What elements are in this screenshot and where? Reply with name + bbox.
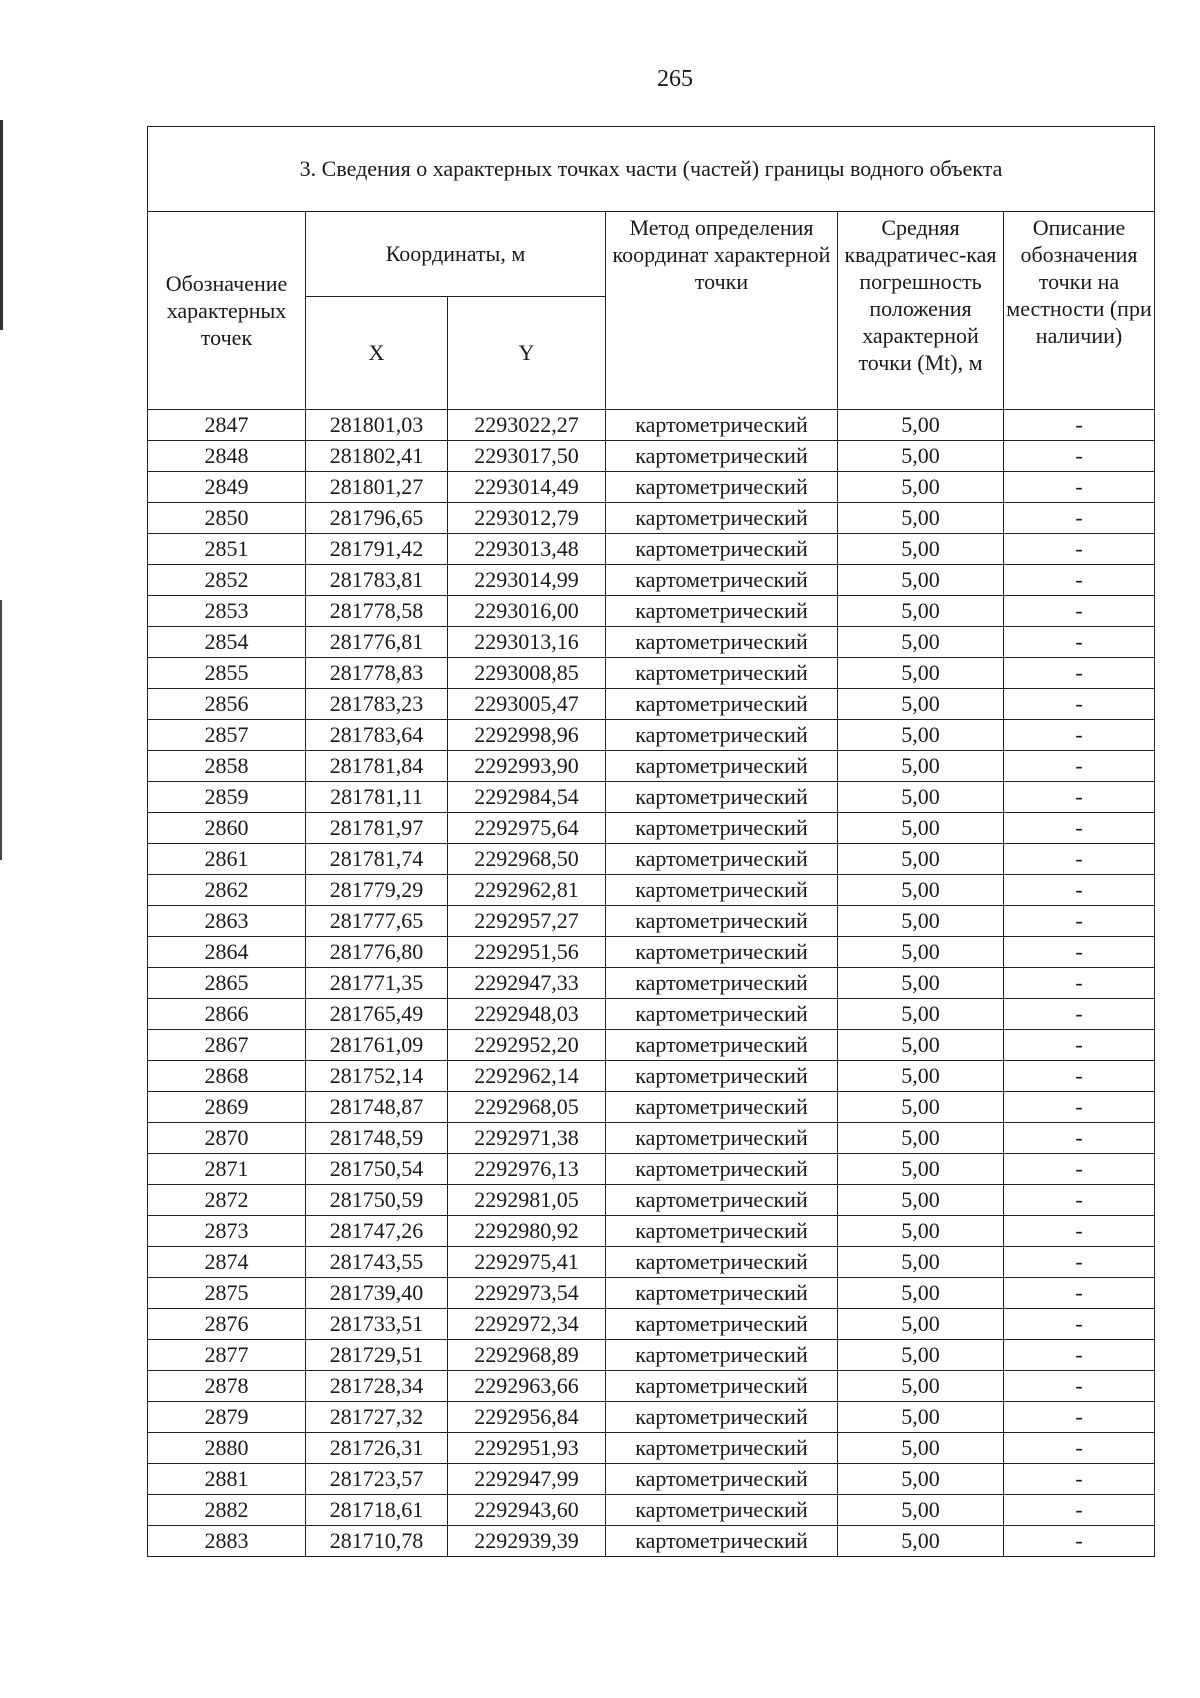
- y-cell: 2292963,66: [448, 1371, 606, 1402]
- description-cell: -: [1004, 503, 1155, 534]
- description-cell: -: [1004, 1185, 1155, 1216]
- accuracy-cell: 5,00: [838, 1309, 1004, 1340]
- header-point-id: Обозначение характерных точек: [148, 212, 306, 410]
- description-cell: -: [1004, 689, 1155, 720]
- point-id-cell: 2871: [148, 1154, 306, 1185]
- table-body: [148, 410, 1155, 1557]
- x-cell: 281729,51: [306, 1340, 448, 1371]
- accuracy-cell: 5,00: [838, 627, 1004, 658]
- table-row: [148, 999, 1155, 1030]
- y-cell: 2292980,92: [448, 1216, 606, 1247]
- description-cell: -: [1004, 875, 1155, 906]
- scan-edge-mark: [0, 120, 3, 330]
- method-cell: картометрический: [606, 1464, 838, 1495]
- y-cell: 2292951,56: [448, 937, 606, 968]
- x-cell: 281726,31: [306, 1433, 448, 1464]
- description-cell: -: [1004, 658, 1155, 689]
- method-cell: картометрический: [606, 937, 838, 968]
- x-cell: 281723,57: [306, 1464, 448, 1495]
- method-cell: картометрический: [606, 1247, 838, 1278]
- description-cell: -: [1004, 1402, 1155, 1433]
- y-cell: 2292952,20: [448, 1030, 606, 1061]
- method-cell: картометрический: [606, 1402, 838, 1433]
- point-id-cell: 2857: [148, 720, 306, 751]
- x-cell: 281779,29: [306, 875, 448, 906]
- y-cell: 2293012,79: [448, 503, 606, 534]
- method-cell: картометрический: [606, 658, 838, 689]
- table-row: [148, 472, 1155, 503]
- x-cell: 281739,40: [306, 1278, 448, 1309]
- point-id-cell: 2847: [148, 410, 306, 441]
- x-cell: 281783,64: [306, 720, 448, 751]
- y-cell: 2292947,33: [448, 968, 606, 999]
- method-cell: картометрический: [606, 906, 838, 937]
- accuracy-cell: 5,00: [838, 596, 1004, 627]
- description-cell: -: [1004, 1526, 1155, 1557]
- x-cell: 281752,14: [306, 1061, 448, 1092]
- x-cell: 281748,59: [306, 1123, 448, 1154]
- accuracy-cell: 5,00: [838, 1154, 1004, 1185]
- description-cell: -: [1004, 1278, 1155, 1309]
- point-id-cell: 2862: [148, 875, 306, 906]
- table-row: [148, 503, 1155, 534]
- x-cell: 281710,78: [306, 1526, 448, 1557]
- y-cell: 2292984,54: [448, 782, 606, 813]
- point-id-cell: 2873: [148, 1216, 306, 1247]
- point-id-cell: 2863: [148, 906, 306, 937]
- method-cell: картометрический: [606, 410, 838, 441]
- method-cell: картометрический: [606, 503, 838, 534]
- point-id-cell: 2878: [148, 1371, 306, 1402]
- y-cell: 2292956,84: [448, 1402, 606, 1433]
- table-row: [148, 1278, 1155, 1309]
- table-row: [148, 1464, 1155, 1495]
- table-row: [148, 410, 1155, 441]
- description-cell: -: [1004, 472, 1155, 503]
- table-row: [148, 1340, 1155, 1371]
- accuracy-cell: 5,00: [838, 875, 1004, 906]
- table-row: [148, 1092, 1155, 1123]
- table-row: [148, 1247, 1155, 1278]
- y-cell: 2292968,05: [448, 1092, 606, 1123]
- y-cell: 2292943,60: [448, 1495, 606, 1526]
- description-cell: -: [1004, 534, 1155, 565]
- table-row: [148, 1154, 1155, 1185]
- point-id-cell: 2861: [148, 844, 306, 875]
- y-cell: 2293014,49: [448, 472, 606, 503]
- table-row: [148, 968, 1155, 999]
- table-row: [148, 1216, 1155, 1247]
- method-cell: картометрический: [606, 1371, 838, 1402]
- y-cell: 2292951,93: [448, 1433, 606, 1464]
- accuracy-cell: 5,00: [838, 937, 1004, 968]
- table-row: [148, 875, 1155, 906]
- header-x: X: [306, 297, 448, 410]
- table-row: [148, 565, 1155, 596]
- table-row: [148, 658, 1155, 689]
- x-cell: 281796,65: [306, 503, 448, 534]
- method-cell: картометрический: [606, 627, 838, 658]
- y-cell: 2293017,50: [448, 441, 606, 472]
- table-row: [148, 813, 1155, 844]
- accuracy-cell: 5,00: [838, 472, 1004, 503]
- accuracy-cell: 5,00: [838, 1278, 1004, 1309]
- description-cell: -: [1004, 441, 1155, 472]
- accuracy-cell: 5,00: [838, 999, 1004, 1030]
- description-cell: -: [1004, 844, 1155, 875]
- method-cell: картометрический: [606, 1216, 838, 1247]
- x-cell: 281802,41: [306, 441, 448, 472]
- x-cell: 281728,34: [306, 1371, 448, 1402]
- method-cell: картометрический: [606, 472, 838, 503]
- point-id-cell: 2883: [148, 1526, 306, 1557]
- header-description: Описание обозначения точки на местности (при наличии): [1004, 212, 1155, 410]
- header-y: Y: [448, 297, 606, 410]
- x-cell: 281761,09: [306, 1030, 448, 1061]
- accuracy-cell: 5,00: [838, 1495, 1004, 1526]
- x-cell: 281783,23: [306, 689, 448, 720]
- accuracy-cell: 5,00: [838, 565, 1004, 596]
- description-cell: -: [1004, 1216, 1155, 1247]
- point-id-cell: 2881: [148, 1464, 306, 1495]
- y-cell: 2292975,64: [448, 813, 606, 844]
- y-cell: 2293014,99: [448, 565, 606, 596]
- y-cell: 2292971,38: [448, 1123, 606, 1154]
- method-cell: картометрический: [606, 1154, 838, 1185]
- point-id-cell: 2848: [148, 441, 306, 472]
- accuracy-cell: 5,00: [838, 1061, 1004, 1092]
- point-id-cell: 2864: [148, 937, 306, 968]
- y-cell: 2292962,81: [448, 875, 606, 906]
- method-cell: картометрический: [606, 1309, 838, 1340]
- description-cell: -: [1004, 1030, 1155, 1061]
- method-cell: картометрический: [606, 999, 838, 1030]
- table-row: [148, 534, 1155, 565]
- accuracy-cell: 5,00: [838, 1526, 1004, 1557]
- header-accuracy: Средняя квадратичес-кая погрешность положения характерной точки (Mt), м: [838, 212, 1004, 410]
- method-cell: картометрический: [606, 1340, 838, 1371]
- x-cell: 281776,81: [306, 627, 448, 658]
- x-cell: 281733,51: [306, 1309, 448, 1340]
- x-cell: 281781,97: [306, 813, 448, 844]
- y-cell: 2292957,27: [448, 906, 606, 937]
- accuracy-cell: 5,00: [838, 1185, 1004, 1216]
- description-cell: -: [1004, 782, 1155, 813]
- accuracy-cell: 5,00: [838, 658, 1004, 689]
- accuracy-cell: 5,00: [838, 1464, 1004, 1495]
- section-title: 3. Сведения о характерных точках части (частей) границы водного объекта: [148, 127, 1155, 212]
- y-cell: 2292947,99: [448, 1464, 606, 1495]
- description-cell: -: [1004, 1092, 1155, 1123]
- table-row: [148, 1371, 1155, 1402]
- point-id-cell: 2867: [148, 1030, 306, 1061]
- method-cell: картометрический: [606, 1495, 838, 1526]
- points-table-container: [147, 126, 1154, 1557]
- table-row: [148, 782, 1155, 813]
- description-cell: -: [1004, 596, 1155, 627]
- table-row: [148, 627, 1155, 658]
- description-cell: -: [1004, 410, 1155, 441]
- y-cell: 2292976,13: [448, 1154, 606, 1185]
- method-cell: картометрический: [606, 844, 838, 875]
- point-id-cell: 2879: [148, 1402, 306, 1433]
- method-cell: картометрический: [606, 596, 838, 627]
- table-row: [148, 1123, 1155, 1154]
- point-id-cell: 2855: [148, 658, 306, 689]
- y-cell: 2292993,90: [448, 751, 606, 782]
- accuracy-cell: 5,00: [838, 751, 1004, 782]
- x-cell: 281801,27: [306, 472, 448, 503]
- x-cell: 281776,80: [306, 937, 448, 968]
- point-id-cell: 2866: [148, 999, 306, 1030]
- accuracy-cell: 5,00: [838, 1030, 1004, 1061]
- accuracy-cell: 5,00: [838, 1092, 1004, 1123]
- description-cell: -: [1004, 1061, 1155, 1092]
- x-cell: 281777,65: [306, 906, 448, 937]
- accuracy-cell: 5,00: [838, 1433, 1004, 1464]
- accuracy-cell: 5,00: [838, 534, 1004, 565]
- x-cell: 281781,11: [306, 782, 448, 813]
- header-method: Метод определения координат характерной точки: [606, 212, 838, 410]
- accuracy-cell: 5,00: [838, 782, 1004, 813]
- description-cell: -: [1004, 1154, 1155, 1185]
- point-id-cell: 2870: [148, 1123, 306, 1154]
- method-cell: картометрический: [606, 968, 838, 999]
- x-cell: 281778,58: [306, 596, 448, 627]
- point-id-cell: 2850: [148, 503, 306, 534]
- accuracy-cell: 5,00: [838, 1216, 1004, 1247]
- method-cell: картометрический: [606, 720, 838, 751]
- method-cell: картометрический: [606, 875, 838, 906]
- point-id-cell: 2874: [148, 1247, 306, 1278]
- method-cell: картометрический: [606, 1061, 838, 1092]
- accuracy-cell: 5,00: [838, 1402, 1004, 1433]
- accuracy-cell: 5,00: [838, 503, 1004, 534]
- point-id-cell: 2851: [148, 534, 306, 565]
- x-cell: 281771,35: [306, 968, 448, 999]
- y-cell: 2293016,00: [448, 596, 606, 627]
- method-cell: картометрический: [606, 1278, 838, 1309]
- y-cell: 2292968,50: [448, 844, 606, 875]
- accuracy-cell: 5,00: [838, 906, 1004, 937]
- point-id-cell: 2877: [148, 1340, 306, 1371]
- table-row: [148, 1061, 1155, 1092]
- description-cell: -: [1004, 1495, 1155, 1526]
- x-cell: 281727,32: [306, 1402, 448, 1433]
- point-id-cell: 2858: [148, 751, 306, 782]
- accuracy-cell: 5,00: [838, 1340, 1004, 1371]
- point-id-cell: 2882: [148, 1495, 306, 1526]
- method-cell: картометрический: [606, 1433, 838, 1464]
- accuracy-cell: 5,00: [838, 968, 1004, 999]
- method-cell: картометрический: [606, 751, 838, 782]
- accuracy-cell: 5,00: [838, 441, 1004, 472]
- x-cell: 281718,61: [306, 1495, 448, 1526]
- table-row: [148, 1030, 1155, 1061]
- description-cell: -: [1004, 1247, 1155, 1278]
- description-cell: -: [1004, 1309, 1155, 1340]
- description-cell: -: [1004, 813, 1155, 844]
- method-cell: картометрический: [606, 1123, 838, 1154]
- table-row: [148, 1309, 1155, 1340]
- y-cell: 2293013,16: [448, 627, 606, 658]
- point-id-cell: 2868: [148, 1061, 306, 1092]
- x-cell: 281801,03: [306, 410, 448, 441]
- y-cell: 2292998,96: [448, 720, 606, 751]
- description-cell: -: [1004, 627, 1155, 658]
- method-cell: картометрический: [606, 441, 838, 472]
- scan-edge-mark: [0, 600, 2, 860]
- description-cell: -: [1004, 1340, 1155, 1371]
- table-row: [148, 937, 1155, 968]
- table-row: [148, 720, 1155, 751]
- y-cell: 2293013,48: [448, 534, 606, 565]
- y-cell: 2292981,05: [448, 1185, 606, 1216]
- point-id-cell: 2852: [148, 565, 306, 596]
- y-cell: 2292962,14: [448, 1061, 606, 1092]
- x-cell: 281750,59: [306, 1185, 448, 1216]
- table-row: [148, 1495, 1155, 1526]
- table-row: [148, 1185, 1155, 1216]
- point-id-cell: 2869: [148, 1092, 306, 1123]
- description-cell: -: [1004, 1123, 1155, 1154]
- method-cell: картометрический: [606, 1092, 838, 1123]
- accuracy-cell: 5,00: [838, 410, 1004, 441]
- description-cell: -: [1004, 1433, 1155, 1464]
- table-row: [148, 751, 1155, 782]
- y-cell: 2292939,39: [448, 1526, 606, 1557]
- x-cell: 281778,83: [306, 658, 448, 689]
- point-id-cell: 2853: [148, 596, 306, 627]
- table-row: [148, 1402, 1155, 1433]
- description-cell: -: [1004, 1464, 1155, 1495]
- x-cell: 281781,74: [306, 844, 448, 875]
- point-id-cell: 2860: [148, 813, 306, 844]
- method-cell: картометрический: [606, 813, 838, 844]
- method-cell: картометрический: [606, 534, 838, 565]
- point-id-cell: 2875: [148, 1278, 306, 1309]
- description-cell: -: [1004, 937, 1155, 968]
- description-cell: -: [1004, 720, 1155, 751]
- accuracy-cell: 5,00: [838, 813, 1004, 844]
- point-id-cell: 2865: [148, 968, 306, 999]
- x-cell: 281783,81: [306, 565, 448, 596]
- point-id-cell: 2854: [148, 627, 306, 658]
- point-id-cell: 2859: [148, 782, 306, 813]
- point-id-cell: 2880: [148, 1433, 306, 1464]
- method-cell: картометрический: [606, 782, 838, 813]
- accuracy-cell: 5,00: [838, 1247, 1004, 1278]
- x-cell: 281747,26: [306, 1216, 448, 1247]
- method-cell: картометрический: [606, 1526, 838, 1557]
- points-table: [147, 126, 1155, 1557]
- x-cell: 281791,42: [306, 534, 448, 565]
- description-cell: -: [1004, 565, 1155, 596]
- point-id-cell: 2876: [148, 1309, 306, 1340]
- accuracy-cell: 5,00: [838, 689, 1004, 720]
- y-cell: 2292972,34: [448, 1309, 606, 1340]
- y-cell: 2293022,27: [448, 410, 606, 441]
- table-row: [148, 1526, 1155, 1557]
- accuracy-cell: 5,00: [838, 720, 1004, 751]
- table-row: [148, 844, 1155, 875]
- accuracy-cell: 5,00: [838, 1123, 1004, 1154]
- method-cell: картометрический: [606, 689, 838, 720]
- x-cell: 281748,87: [306, 1092, 448, 1123]
- table-row: [148, 689, 1155, 720]
- point-id-cell: 2849: [148, 472, 306, 503]
- table-row: [148, 906, 1155, 937]
- description-cell: -: [1004, 999, 1155, 1030]
- y-cell: 2293008,85: [448, 658, 606, 689]
- description-cell: -: [1004, 968, 1155, 999]
- y-cell: 2292973,54: [448, 1278, 606, 1309]
- page-number: 265: [657, 66, 693, 92]
- table-row: [148, 441, 1155, 472]
- table-row: [148, 596, 1155, 627]
- header-coords: Координаты, м: [306, 212, 606, 297]
- method-cell: картометрический: [606, 1030, 838, 1061]
- method-cell: картометрический: [606, 1185, 838, 1216]
- y-cell: 2292975,41: [448, 1247, 606, 1278]
- table-row: [148, 1433, 1155, 1464]
- description-cell: -: [1004, 751, 1155, 782]
- x-cell: 281781,84: [306, 751, 448, 782]
- description-cell: -: [1004, 1371, 1155, 1402]
- point-id-cell: 2872: [148, 1185, 306, 1216]
- description-cell: -: [1004, 906, 1155, 937]
- y-cell: 2292968,89: [448, 1340, 606, 1371]
- x-cell: 281765,49: [306, 999, 448, 1030]
- accuracy-cell: 5,00: [838, 844, 1004, 875]
- y-cell: 2292948,03: [448, 999, 606, 1030]
- x-cell: 281743,55: [306, 1247, 448, 1278]
- accuracy-cell: 5,00: [838, 1371, 1004, 1402]
- method-cell: картометрический: [606, 565, 838, 596]
- y-cell: 2293005,47: [448, 689, 606, 720]
- point-id-cell: 2856: [148, 689, 306, 720]
- x-cell: 281750,54: [306, 1154, 448, 1185]
